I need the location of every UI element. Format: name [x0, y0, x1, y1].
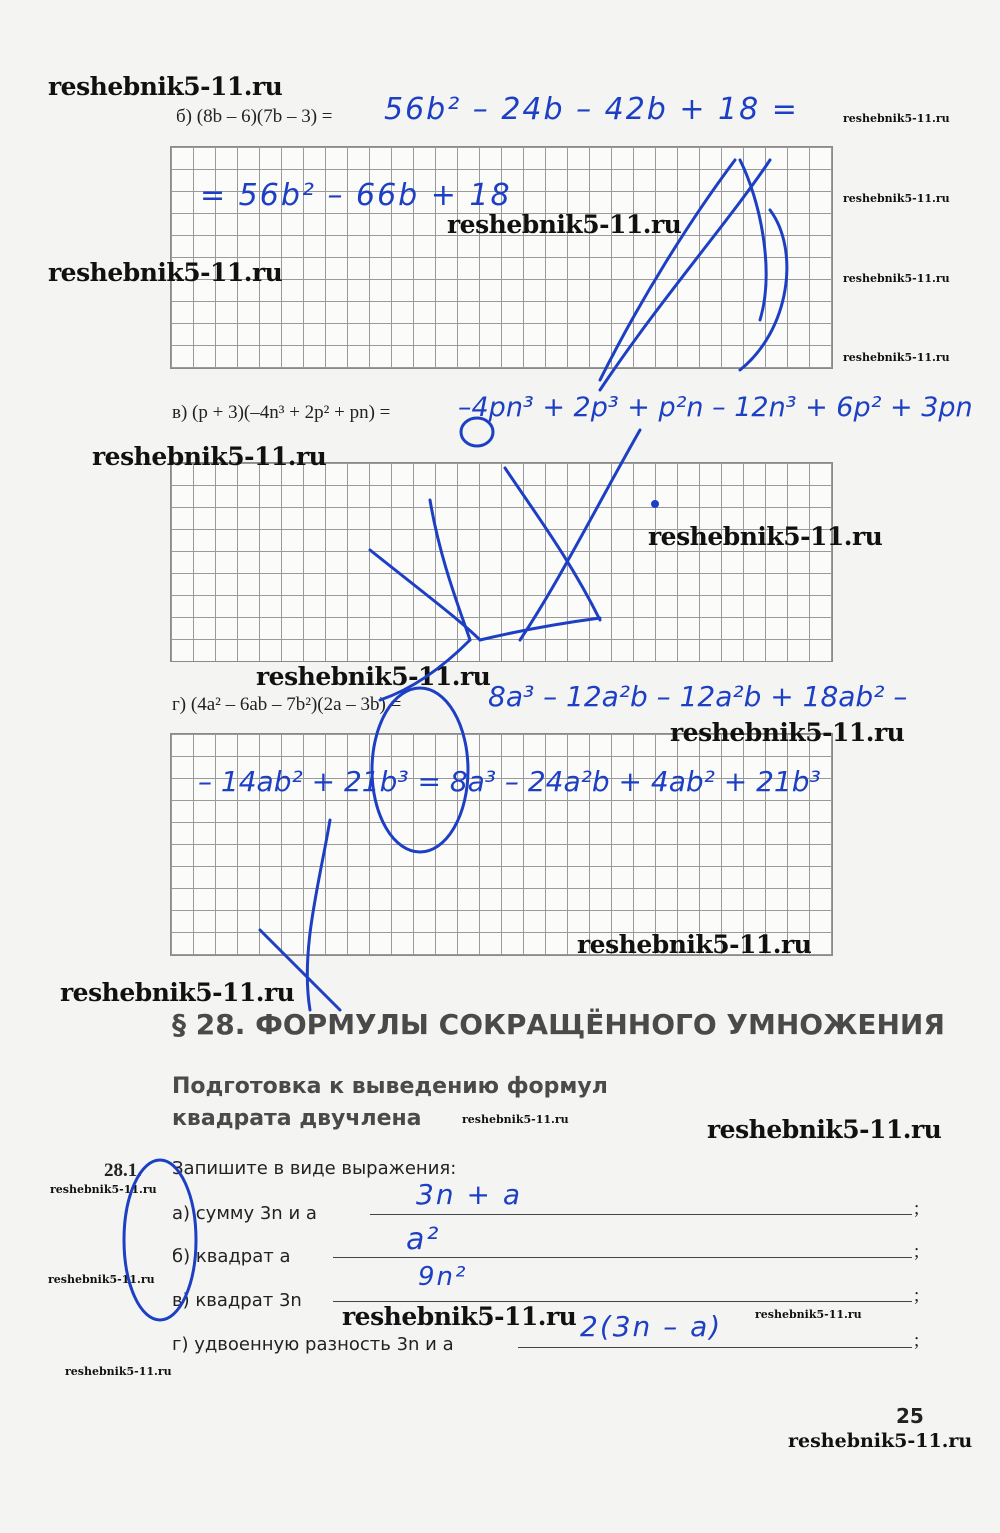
watermark: reshebnik5-11.ru: [342, 1302, 577, 1331]
exercise-item-answer: 3n + a: [416, 1178, 522, 1211]
exercise-item-label: г) удвоенную разность 3n и a: [172, 1334, 454, 1355]
exercise-prompt: Запишите в виде выражения:: [172, 1158, 457, 1179]
task-b-answer-line2: = 56b² – 66b + 18: [200, 178, 512, 213]
watermark: reshebnik5-11.ru: [670, 718, 905, 747]
watermark: reshebnik5-11.ru: [707, 1115, 942, 1144]
task-v-answer: –4pn³ + 2p³ + p²n – 12n³ + 6p² + 3pn: [458, 392, 973, 423]
exercise-number: 28.1.: [104, 1160, 142, 1181]
task-g-answer-line1: 8a³ – 12a²b – 12a²b + 18ab² –: [488, 680, 908, 713]
exercise-item-label: а) сумму 3n и a: [172, 1203, 317, 1224]
watermark: reshebnik5-11.ru: [447, 210, 682, 239]
watermark: reshebnik5-11.ru: [843, 351, 950, 364]
watermark: reshebnik5-11.ru: [50, 1183, 157, 1196]
watermark: reshebnik5-11.ru: [648, 522, 883, 551]
watermark: reshebnik5-11.ru: [843, 272, 950, 285]
exercise-item-answer: 9n²: [418, 1262, 468, 1292]
exercise-item-answer: a²: [406, 1222, 441, 1257]
answer-line: [333, 1301, 912, 1302]
watermark: reshebnik5-11.ru: [92, 442, 327, 471]
watermark: reshebnik5-11.ru: [60, 978, 295, 1007]
task-v-expression: в) (p + 3)(–4n³ + 2p² + pn) =: [172, 402, 391, 423]
task-g-expression: г) (4a² – 6ab – 7b²)(2a – 3b) =: [172, 694, 402, 715]
watermark: reshebnik5-11.ru: [788, 1430, 973, 1452]
watermark: reshebnik5-11.ru: [577, 930, 812, 959]
semicolon: ;: [914, 1241, 920, 1262]
task-b-answer-line1: 56b² – 24b – 42b + 18 =: [384, 92, 799, 127]
task-b-expression: б) (8b – 6)(7b – 3) =: [176, 106, 333, 127]
exercise-item-label: б) квадрат a: [172, 1246, 291, 1267]
watermark: reshebnik5-11.ru: [843, 192, 950, 205]
exercise-item-label: в) квадрат 3n: [172, 1290, 302, 1311]
watermark: reshebnik5-11.ru: [48, 1273, 155, 1286]
section-subtitle-2: квадрата двучлена: [172, 1106, 422, 1131]
watermark: reshebnik5-11.ru: [462, 1113, 569, 1126]
section-title: § 28. ФОРМУЛЫ СОКРАЩЁННОГО УМНОЖЕНИЯ: [172, 1008, 945, 1041]
page-number: 25: [896, 1404, 924, 1428]
watermark: reshebnik5-11.ru: [256, 662, 491, 691]
answer-grid-v: [170, 462, 833, 662]
exercise-item-answer: 2(3n – a): [580, 1310, 723, 1343]
watermark: reshebnik5-11.ru: [48, 72, 283, 101]
semicolon: ;: [914, 1198, 920, 1219]
answer-line: [370, 1214, 912, 1215]
section-subtitle-1: Подготовка к выведению формул: [172, 1074, 608, 1099]
answer-line: [333, 1257, 912, 1258]
watermark: reshebnik5-11.ru: [48, 258, 283, 287]
watermark: reshebnik5-11.ru: [65, 1365, 172, 1378]
answer-line: [518, 1347, 912, 1348]
watermark: reshebnik5-11.ru: [843, 112, 950, 125]
semicolon: ;: [914, 1285, 920, 1306]
semicolon: ;: [914, 1330, 920, 1351]
task-g-answer-line2: – 14ab² + 21b³ = 8a³ – 24a²b + 4ab² + 21b³: [198, 765, 821, 798]
watermark: reshebnik5-11.ru: [755, 1308, 862, 1321]
